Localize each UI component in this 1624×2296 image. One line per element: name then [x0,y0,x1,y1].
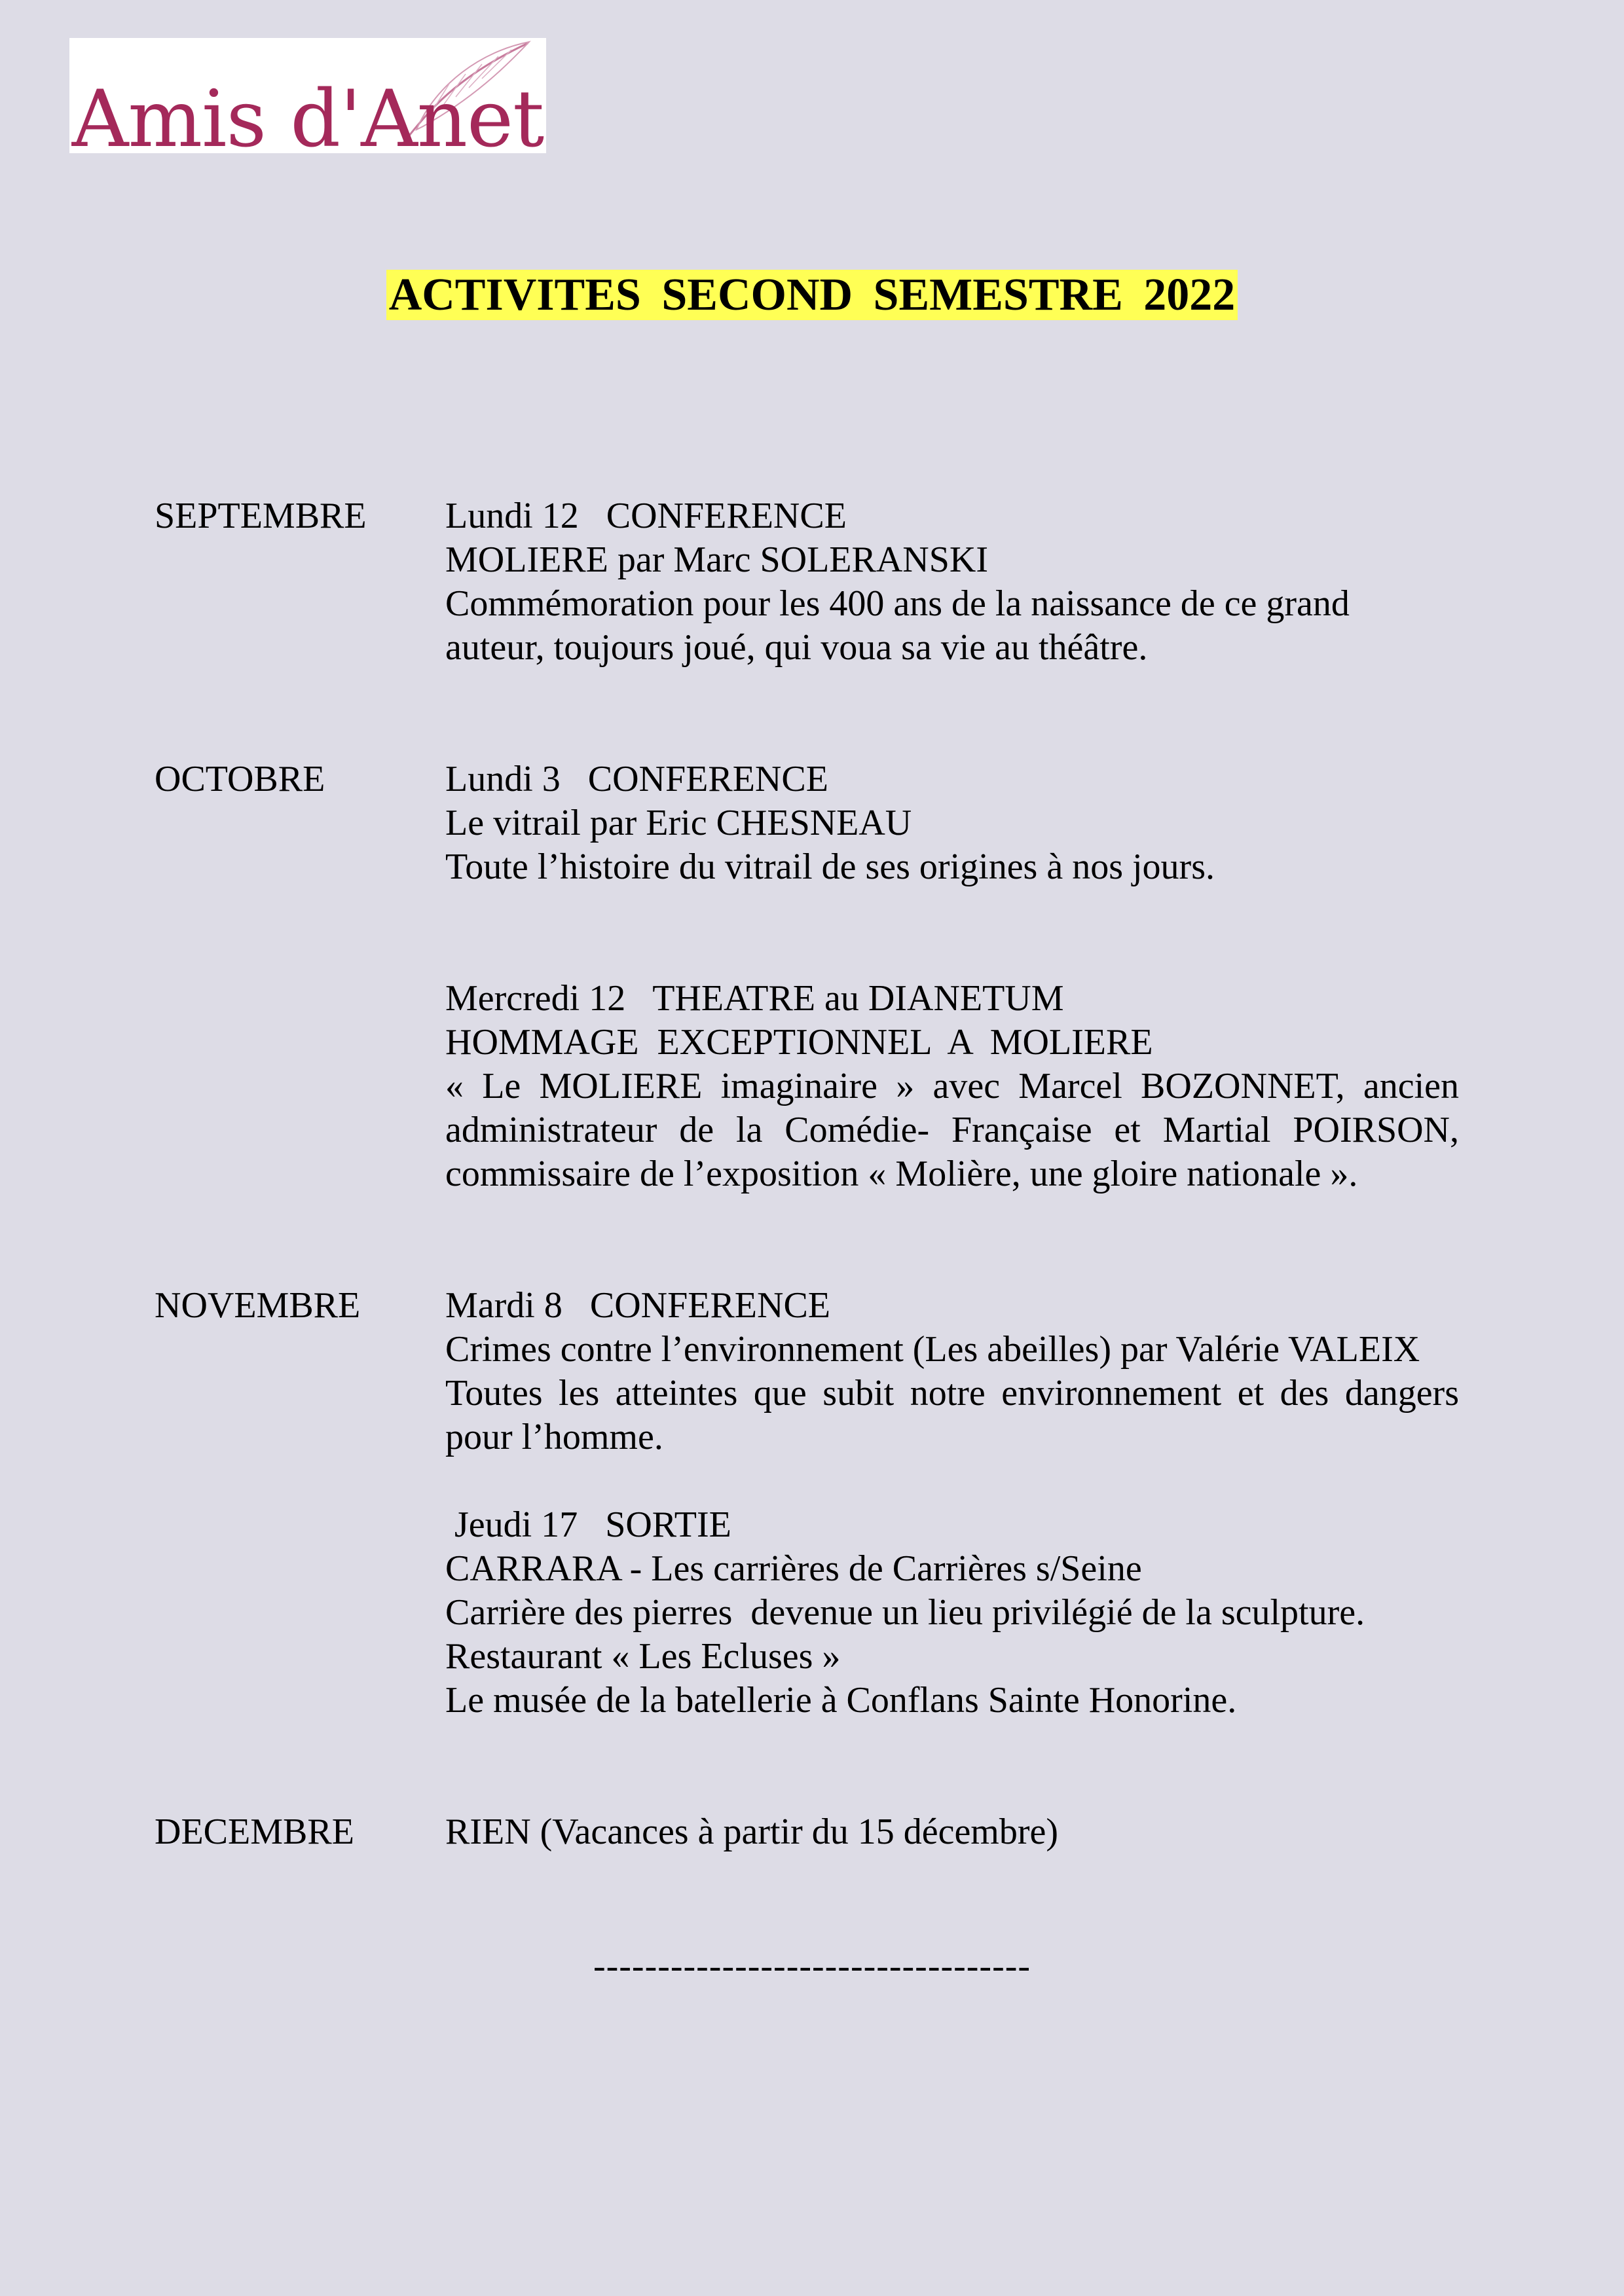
event-line: Restaurant « Les Ecluses » [445,1636,841,1677]
event-nov-jeudi17 [445,1503,1459,1722]
event-sep-lundi12 [445,494,1459,670]
event-oct-mercredi12 [445,977,1459,1196]
event-heading: Lundi 12 CONFERENCE [445,496,847,536]
event-subtitle: HOMMAGE EXCEPTIONNEL A MOLIERE [445,1022,1153,1063]
month-septembre: SEPTEMBRE [155,496,367,536]
event-line: CARRARA - Les carrières de Carrières s/Seine [445,1548,1142,1589]
event-oct-lundi3 [445,757,1459,889]
month-decembre: DECEMBRE [155,1812,354,1852]
event-text: RIEN (Vacances à partir du 15 décembre) [445,1812,1059,1852]
event-heading: Lundi 3 CONFERENCE [445,759,828,799]
event-description: Toutes les atteintes que subit notre environnement et des dangers pour l’homme. [445,1373,1459,1457]
separator: ---------------------------------- [593,1946,1031,1986]
event-subtitle: Crimes contre l’environnement (Les abeilles) par Valérie VALEIX [445,1329,1420,1370]
event-subtitle: Le vitrail par Eric CHESNEAU [445,803,912,843]
logo [69,38,546,165]
event-heading: Mardi 8 CONFERENCE [445,1285,830,1326]
month-novembre: NOVEMBRE [155,1285,361,1326]
event-description: Commémoration pour les 400 ans de la naissance de ce grand auteur, toujours joué, qui voua sa vie au théâtre. [445,583,1350,668]
event-dec-rien [445,1810,1459,1854]
event-heading: Mercredi 12 THEATRE au DIANETUM [445,978,1064,1019]
event-heading: Jeudi 17 SORTIE [445,1504,731,1545]
logo-text: Amis d'Anet [71,74,544,165]
event-description: « Le MOLIERE imaginaire » avec Marcel BOZONNET, ancien administrateur de la Comédie- Française et Martial POIRSON, commissaire de l’exposition « Molière, une gloire nationale ». [445,1066,1459,1194]
month-octobre: OCTOBRE [155,759,325,799]
page-title-text: ACTIVITES SECOND SEMESTRE 2022 [386,270,1238,320]
event-description: Toute l’histoire du vitrail de ses origines à nos jours. [445,847,1215,887]
event-subtitle: MOLIERE par Marc SOLERANSKI [445,539,988,580]
event-line: Le musée de la batellerie à Conflans Sainte Honorine. [445,1680,1237,1721]
page-title [0,265,1624,325]
event-nov-mardi8 [445,1284,1459,1459]
event-line: Carrière des pierres devenue un lieu privilégié de la sculpture. [445,1592,1365,1633]
